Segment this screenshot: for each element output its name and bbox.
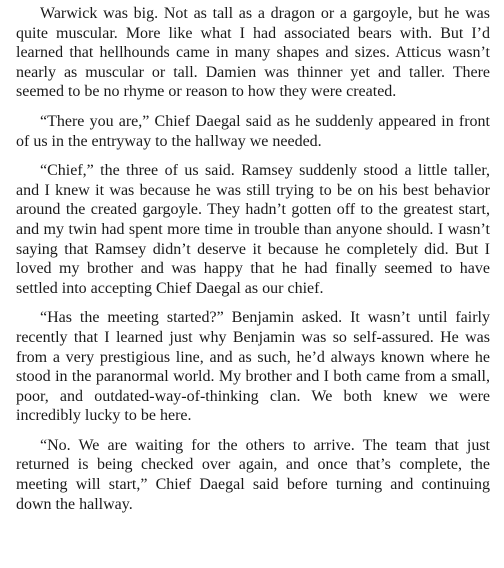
paragraph-1: Warwick was big. Not as tall as a dragon or a gargoyle, but he was quite muscular. More like what I had associated bears with. But I’d learned that hellhounds came in many shapes and sizes. Atticus wasn’t nearly as muscular or tall. Damien was thinner yet and taller. There seemed to be no rhyme or reason to how they were created. bbox=[16, 5, 490, 101]
document-page bbox=[16, 4, 490, 524]
paragraph-4: “Has the meeting started?” Benjamin asked. It wasn’t until fairly recently that I learned just why Benjamin was so self-assured. He was from a very prestigious line, and as such, he’d always known where he stood in the paranormal world. My brother and I both came from a small, poor, and outdated-way-of-thinking clan. We both knew we were incredibly lucky to be here. bbox=[16, 309, 490, 425]
paragraph-3: “Chief,” the three of us said. Ramsey suddenly stood a little taller, and I knew it was because he was still trying to be on his best behavior around the created gargoyle. They hadn’t gotten off to the greatest start, and my twin had spent more time in trouble than anyone should. I wasn’t saying that Ramsey didn’t deserve it because he completely did. But I loved my brother and was happy that he had finally seemed to have settled into accepting Chief Daegal as our chief. bbox=[16, 162, 490, 297]
paragraph-2: “There you are,” Chief Daegal said as he suddenly appeared in front of us in the entryway to the hallway we needed. bbox=[16, 112, 490, 150]
paragraph-5: “No. We are waiting for the others to arrive. The team that just returned is being checked over again, and once that’s complete, the meeting will start,” Chief Daegal said before turning and continuing down the hallway. bbox=[16, 436, 490, 513]
